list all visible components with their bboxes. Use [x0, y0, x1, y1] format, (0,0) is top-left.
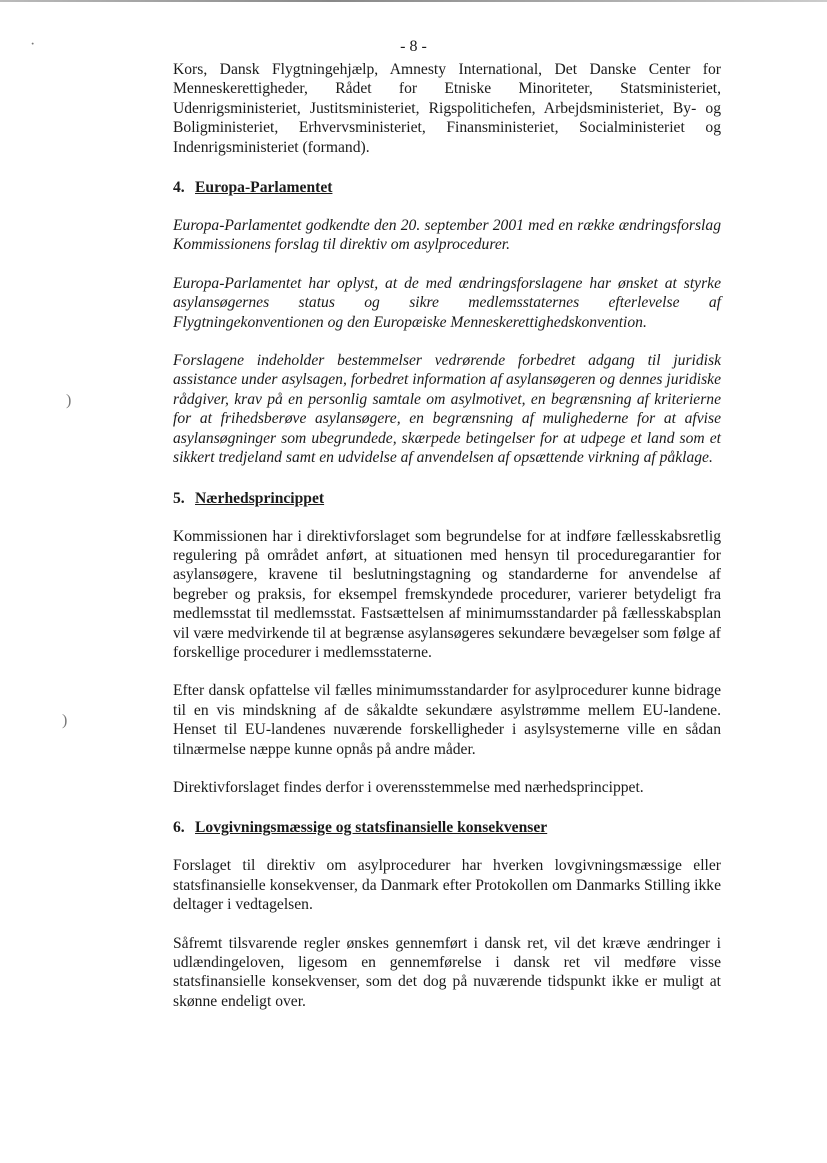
intro-paragraph: Kors, Dansk Flygtningehjælp, Amnesty International, Det Danske Center for Menneskerettigheder, Rådet for Etniske Minoriteter, Statsministeriet, Udenrigsministeriet, Justitsministeriet, Rigspolitichefen, Arbejdsministeriet, By- og Boligministeriet, Erhvervsministeriet, Finansministeriet, Socialministeriet og Indenrigsministeriet (formand).: [173, 61, 721, 156]
document-body: [173, 60, 721, 1011]
page-number: - 8 -: [400, 38, 427, 55]
hole-punch-mark: ): [66, 392, 72, 409]
paragraph: Forslaget til direktiv om asylprocedurer har hverken lovgivningsmæssige eller statsfinansielle konsekvenser, da Danmark efter Protokollen om Danmarks Stilling ikke deltager i vedtagelsen.: [173, 857, 721, 914]
paragraph: Europa-Parlamentet godkendte den 20. september 2001 med en række ændringsforslag Kommissionens forslag til direktiv om asylprocedurer.: [173, 217, 721, 254]
paragraph: Forslagene indeholder bestemmelser vedrørende forbedret adgang til juridisk assistance under asylsagen, forbedret information af asylansøgeren og dennes juridiske rådgiver, krav på en personlig samtale om asylmotivet, en begrænsning af kriterierne for at frihedsberøve asylansøgere, en begrænsning af mulighederne for at afvise asylansøgninger som ubegrundede, skærpede betingelser for at udpege et land som et sikkert tredjeland samt en udvidelse af anvendelsen af opsættende virkning af påklage.: [173, 352, 721, 467]
paragraph: Såfremt tilsvarende regler ønskes gennemført i dansk ret, vil det kræve ændringer i udlændingeloven, ligesom en gennemførelse i dansk ret vil medføre visse statsfinansielle konsekvenser, som det dog på nuværende tidspunkt ikke er muligt at skønne endeligt over.: [173, 934, 721, 1010]
paragraph: Europa-Parlamentet har oplyst, at de med ændringsforslagene har ønsket at styrke asylansøgernes status og sikre medlemsstaternes efterlevelse af Flygtningekonventionen og den Europæiske Menneskerettighedskonvention.: [173, 274, 721, 331]
section-heading-6: 6. Lovgivningsmæssige og statsfinansielle konsekvenser: [173, 819, 548, 837]
paragraph: Efter dansk opfattelse vil fælles minimumsstandarder for asylprocedurer kunne bidrage til en vis mindskning af de såkaldte sekundære asylstrømme mellem EU-landene. Henset til EU-landenes nuværende forskelligheder i asylsystemerne ville en sådan tilnærmelse næppe kunne opnås på andre måder.: [173, 682, 721, 758]
paragraph: Direktivforslaget findes derfor i overensstemmelse med nærhedsprincippet.: [173, 778, 644, 796]
hole-punch-mark: ): [62, 712, 68, 729]
section-heading-5: 5. Nærhedsprincippet: [173, 489, 325, 507]
section-heading-4: 4. Europa-Parlamentet: [173, 179, 333, 197]
scan-edge: [0, 0, 827, 2]
paragraph: Kommissionen har i direktivforslaget som begrundelse for at indføre fællesskabsretlig regulering på området anført, at situationen med hensyn til proceduregarantier for asylansøgere, kravene til beslutningstagning og standarderne for anvendelse af begreber og praksis, for eksempel fremskyndede procedurer, varierer betydeligt fra medlemsstat til medlemsstat. Fastsættelsen af minimumsstandarder på fællesskabsplan vil være medvirkende til at begrænse asylansøgeres sekundære bevægelser som følge af forskellige procedurer i medlemsstaterne.: [173, 527, 721, 661]
scan-speck: ·: [30, 36, 36, 53]
